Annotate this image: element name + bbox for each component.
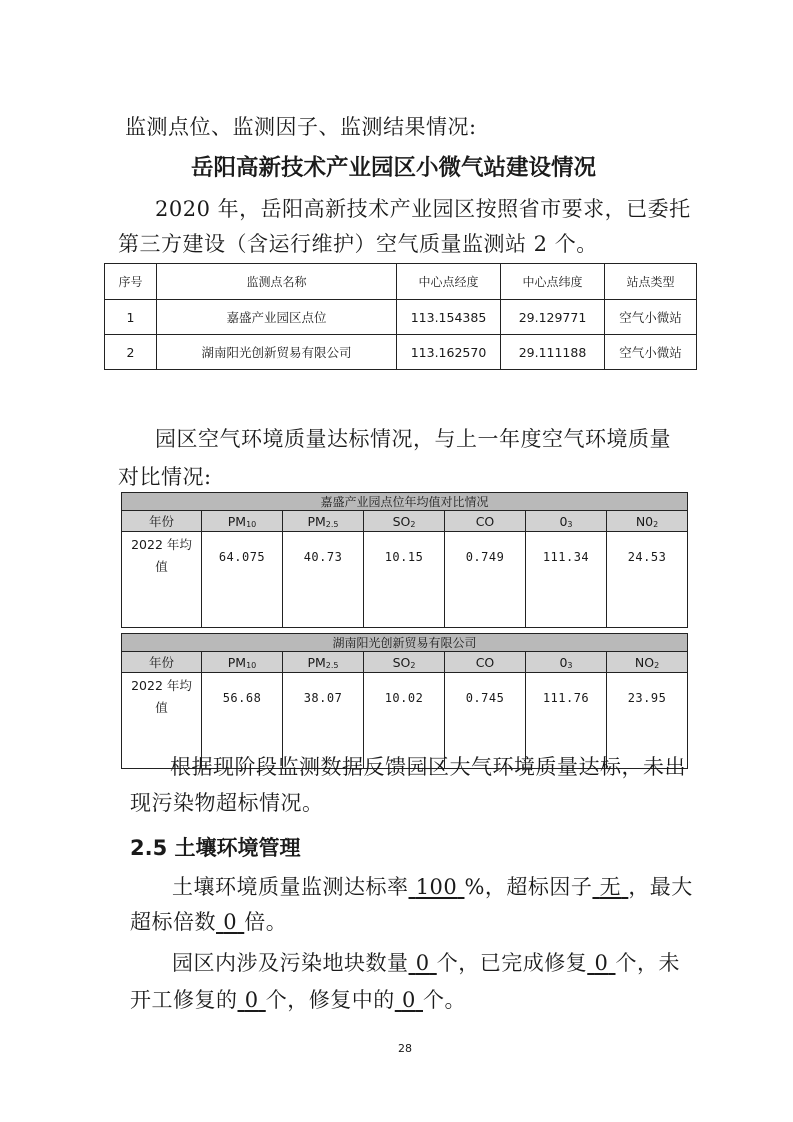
plots-notstarted-label: 开工修复的	[130, 988, 238, 1012]
header-so2	[364, 511, 445, 532]
pm10-label: PM	[227, 513, 247, 529]
cell-index: 1	[105, 300, 157, 335]
plots-inprogress-value	[395, 988, 423, 1012]
station-table-header	[105, 264, 697, 300]
header-so2	[364, 652, 445, 673]
para3-line1: 根据现阶段监测数据反馈园区大气环境质量达标，未出	[170, 755, 686, 779]
soil-factor-value	[592, 875, 628, 899]
o3-label: 0	[559, 654, 568, 670]
cell-name: 嘉盛产业园区点位	[157, 300, 397, 335]
value-no2: 24.53	[607, 532, 688, 628]
soil-line2	[130, 907, 287, 937]
block2-caption: 湖南阳光创新贸易有限公司	[122, 634, 688, 652]
year-cell	[122, 532, 202, 628]
cell-longitude: 113.162570	[397, 335, 501, 370]
table-row	[122, 532, 688, 628]
header-co: CO	[445, 652, 526, 673]
col-header-latitude: 中心点纬度	[501, 264, 605, 300]
soil-rate-label: 土壤环境质量监测达标率	[172, 875, 409, 899]
para1-line1: 2020 年，岳阳高新技术产业园区按照省市要求，已委托	[155, 197, 691, 221]
header-no2	[607, 652, 688, 673]
soil-rate-value	[409, 875, 465, 899]
soil-max-label: ，最大	[628, 875, 693, 899]
so2-label: SO	[392, 654, 411, 670]
soil-times-label: 超标倍数	[130, 910, 216, 934]
header-year: 年份	[122, 652, 202, 673]
cell-name: 湖南阳光创新贸易有限公司	[157, 335, 397, 370]
cell-type: 空气小微站	[605, 300, 697, 335]
air-quality-table	[121, 492, 688, 769]
pm10-sub: 10	[246, 660, 257, 670]
value-so2: 10.15	[364, 532, 445, 628]
table-row	[105, 300, 697, 335]
so2-sub: 2	[410, 519, 416, 529]
value-o3: 111.34	[526, 532, 607, 628]
para2-line2: 对比情况:	[118, 465, 212, 489]
header-pm25	[283, 511, 364, 532]
so2-label: SO	[392, 513, 411, 529]
year-line1: 2022 年均	[131, 537, 192, 552]
o3-sub: 3	[567, 519, 573, 529]
value-o3: 111.76	[526, 673, 607, 769]
para2-line1: 园区空气环境质量达标情况，与上一年度空气环境质量	[155, 427, 671, 451]
header-co: CO	[445, 511, 526, 532]
col-header-name: 监测点名称	[157, 264, 397, 300]
plots-count-label: 园区内涉及污染地块数量	[172, 951, 409, 975]
soil-rate-number: 100	[415, 875, 458, 899]
year-line2: 值	[155, 559, 168, 574]
o3-sub: 3	[567, 660, 573, 670]
no2-sub: 2	[654, 660, 660, 670]
plots-inprogress-unit: 个。	[423, 988, 466, 1012]
soil-factor-text: 无	[599, 875, 622, 899]
so2-sub: 2	[410, 660, 416, 670]
no2-label: NO	[634, 654, 655, 670]
pm25-label: PM	[307, 513, 326, 529]
header-no2	[607, 511, 688, 532]
section-title: 岳阳高新技术产业园区小微气站建设情况	[191, 155, 597, 181]
soil-line3	[172, 948, 680, 978]
intro-line: 监测点位、监测因子、监测结果情况:	[125, 115, 477, 139]
soil-line1	[172, 872, 693, 902]
o3-label: 0	[559, 513, 568, 529]
value-pm10: 64.075	[202, 532, 283, 628]
heading-soil-management: 2.5 土壤环境管理	[130, 836, 301, 860]
value-pm25: 40.73	[283, 532, 364, 628]
value-pm10: 56.68	[202, 673, 283, 769]
col-header-index: 序号	[105, 264, 157, 300]
block2-header-row	[122, 652, 688, 673]
plots-done-label: 个，已完成修复	[436, 951, 588, 975]
block1-caption: 嘉盛产业园点位年均值对比情况	[122, 493, 688, 511]
para1-line2: 第三方建设（含运行维护）空气质量监测站 2 个。	[118, 232, 598, 256]
value-co: 0.745	[445, 673, 526, 769]
table-row	[105, 335, 697, 370]
cell-longitude: 113.154385	[397, 300, 501, 335]
cell-type: 空气小微站	[605, 335, 697, 370]
block2-caption-row	[122, 634, 688, 652]
soil-factor-label: %，超标因子	[464, 875, 593, 899]
pm25-sub: 2.5	[325, 519, 339, 529]
plots-inprogress-label: 个，修复中的	[265, 988, 395, 1012]
plots-inprogress-number: 0	[401, 988, 416, 1012]
plots-notstarted-number: 0	[244, 988, 259, 1012]
block1-header-row	[122, 511, 688, 532]
soil-times-unit: 倍。	[244, 910, 288, 934]
header-o3	[526, 652, 607, 673]
header-pm10	[202, 511, 283, 532]
value-no2: 23.95	[607, 673, 688, 769]
pm25-sub: 2.5	[325, 660, 339, 670]
no2-sub: 2	[653, 519, 659, 529]
cell-index: 2	[105, 335, 157, 370]
plots-done-unit: 个，未	[615, 951, 680, 975]
pm25-label: PM	[307, 654, 326, 670]
header-o3	[526, 511, 607, 532]
soil-line4	[130, 985, 466, 1015]
plots-count-number: 0	[415, 951, 430, 975]
pm10-label: PM	[227, 654, 247, 670]
plots-done-number: 0	[594, 951, 609, 975]
value-so2: 10.02	[364, 673, 445, 769]
soil-times-number: 0	[223, 910, 238, 934]
cell-latitude: 29.129771	[501, 300, 605, 335]
station-table	[104, 263, 697, 370]
plots-done-value	[587, 951, 615, 975]
year-line2: 值	[155, 700, 168, 715]
plots-count-value	[409, 951, 437, 975]
plots-notstarted-value	[238, 988, 266, 1012]
header-pm10	[202, 652, 283, 673]
header-year: 年份	[122, 511, 202, 532]
cell-latitude: 29.111188	[501, 335, 605, 370]
no2-label: N0	[635, 513, 654, 529]
year-line1: 2022 年均	[131, 678, 192, 693]
col-header-longitude: 中心点经度	[397, 264, 501, 300]
col-header-type: 站点类型	[605, 264, 697, 300]
page-number: 28	[398, 1042, 412, 1055]
value-pm25: 38.07	[283, 673, 364, 769]
para3-line2: 现污染物超标情况。	[130, 791, 324, 815]
value-co: 0.749	[445, 532, 526, 628]
header-pm25	[283, 652, 364, 673]
pm10-sub: 10	[246, 519, 257, 529]
block1-caption-row	[122, 493, 688, 511]
soil-times-value	[216, 910, 244, 934]
